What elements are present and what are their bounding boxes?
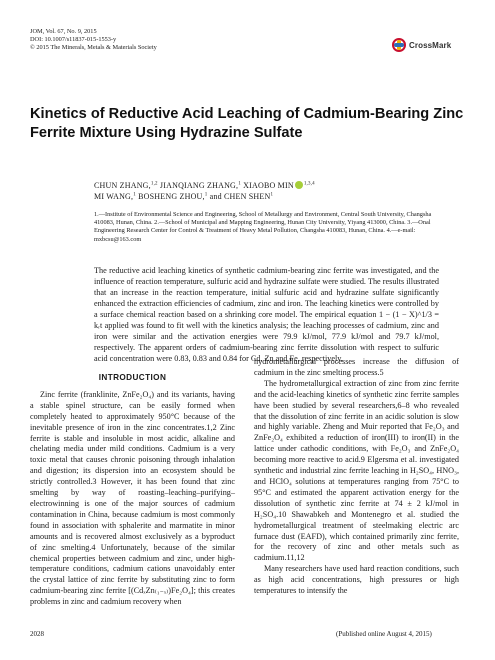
published-date: (Published online August 4, 2015) bbox=[336, 630, 432, 638]
intro-paragraph: Many researchers have used hard reaction conditions, such as high acid concentrations, high pressures or high temperatures to intensify the bbox=[254, 564, 459, 596]
affil-ref: 1,3,4 bbox=[303, 181, 315, 187]
affiliations: 1.—Institute of Environmental Science and Engineering, School of Metallurgy and Environment, Central South University, Changsha 410083, Hunan, China. 2.—School of Municipal and Mapping Engineering, Hunan City University, Yiyang 413000, China. 3.—Onal Engineering Research Center for Control & Treatment of Heavy Metal Pollution, Changsha 410083, Hunan, China. 4.—e-mail: mxbcsu@163.com bbox=[94, 211, 432, 243]
orcid-icon[interactable] bbox=[295, 181, 303, 189]
right-column bbox=[254, 357, 459, 597]
journal-citation: JOM, Vol. 67, No. 9, 2015 bbox=[30, 28, 97, 35]
crossmark-badge[interactable] bbox=[392, 38, 451, 52]
section-heading-introduction: INTRODUCTION bbox=[98, 373, 167, 382]
affil-ref: 1 bbox=[133, 192, 136, 198]
doi-line[interactable]: DOI: 10.1007/s11837-015-1553-y bbox=[30, 36, 117, 44]
author-line-1 bbox=[94, 180, 434, 191]
affil-ref: 1 bbox=[204, 192, 208, 198]
article-title: Kinetics of Reductive Acid Leaching of Cadmium-Bearing Zinc Ferrite Mixture Using Hydrazine Sulfate bbox=[30, 106, 464, 141]
author-list bbox=[94, 180, 434, 202]
intro-paragraph-continued: hydrometallurgical processes increase the diffusion of cadmium in the zinc smelting process.5 bbox=[254, 357, 459, 377]
left-column bbox=[30, 373, 235, 608]
author-name: CHUN ZHANG, bbox=[94, 181, 151, 190]
page-number: 2028 bbox=[30, 630, 44, 638]
author-name: MI WANG, bbox=[94, 192, 134, 201]
author-name: and CHEN SHEN bbox=[207, 192, 271, 201]
affil-ref: 1 bbox=[238, 181, 241, 187]
abstract: The reductive acid leaching kinetics of synthetic cadmium-bearing zinc ferrite was investigated, and the influence of reaction temperature, sulfuric acid and hydrazine sulfate were studied. The results illustrated that an increase in the reaction temperature, initial sulfuric acid and hydrazine sulfate significantly enhanced the extraction efficiencies of cadmium, zinc and iron. The leaching kinetics were controlled by a surface chemical reaction based on a shrinking core model. The empirical equation 1 − (1 − X)^1/3 = kᵣt applied was found to fit well with the kinetics analysis; the leaching processes of cadmium, zinc and iron were similar and the activation energies were 79.9 kJ/mol, 77.9 kJ/mol and 79.7 kJ/mol, respectively. The apparent orders of cadmium-bearing zinc ferrite dissolution with respect to sulfuric acid concentration were 0.83, 0.83 and 0.84 for Cd, Zn and Fe, respectively. bbox=[94, 266, 439, 363]
author-line-2 bbox=[94, 191, 434, 202]
author-name: BOSHENG ZHOU, bbox=[135, 192, 205, 201]
intro-paragraph: The hydrometallurgical extraction of zinc from zinc ferrite and the acid-leaching kinetics of synthetic zinc ferrite samples have been studied by several researchers,6–8 who revealed that the dissolution of zinc ferrite in an acidic solution is slow and highly variable. Zheng and Muir reported that Fe₂O₃ and ZnFe₂O₄ exhibited a reduction of iron(III) to iron(II) in the lattice under cathodic conditions, with Fe₂O₃ and ZnFe₂O₄ becoming more reactive to acid.9 Elgersma et al. investigated synthetic and industrial zinc ferrite leaching in H₂SO₄, HNO₃, and HClO₄ solutions at temperatures ranging from 75°C to 95°C and estimated the apparent activation energy for the dissolution of synthetic zinc ferrite at 74 ± 2 kJ/mol in H₂SO₄.10 Shawabkeh and Montenegro et al. studied the hydrometallurgical treatment of steelmaking electric arc furnace dust (EAFD), which contained primarily zinc ferrite, for the recovery of zinc and other metals such as cadmium.11,12 bbox=[254, 378, 459, 563]
affil-ref: 1,2 bbox=[150, 181, 158, 187]
author-name: JIANQIANG ZHANG, bbox=[157, 181, 239, 190]
journal-header bbox=[30, 28, 157, 53]
crossmark-icon bbox=[392, 38, 406, 52]
intro-paragraph: Zinc ferrite (franklinite, ZnFe₂O₄) and its variants, having a stable spinel structure, can be easily formed when completely heated to approximately 950°C because of the inevitable presence of iron in the zinc concentrates.1,2 Zinc ferrite is stable and insoluble in most acidic, alkaline and chelating media under mild conditions. Cadmium is a very toxic metal that causes chronic poisoning through inhalation and digestion; its dispersion into an ecosystem should be strictly controlled.3 However, it has been found that zinc smelting by way of roasting–leaching–purifying–electrowinning is one of the major sources of cadmium contamination in China, because cadmium is most commonly found in association with sphalerite and marmatite in minor amounts and is recovered almost exclusively as a byproduct of zinc smelting.4 Unfortunately, because of the similar chemical properties between cadmium and zinc, under high-temperature conditions, cadmium cations unavoidably enter the crystal lattice of zinc ferrite by substituting zinc to form cadmium-bearing zinc ferrite [(CdₓZn₍₁₋ₓ₎)Fe₂O₄]; this creates problems in zinc and cadmium recovery when bbox=[30, 389, 235, 607]
author-name: XIAOBO MIN bbox=[240, 181, 294, 190]
affil-ref: 1 bbox=[270, 192, 274, 198]
crossmark-label: CrossMark bbox=[409, 40, 452, 50]
copyright-line: © 2015 The Minerals, Metals & Materials Society bbox=[30, 44, 157, 52]
